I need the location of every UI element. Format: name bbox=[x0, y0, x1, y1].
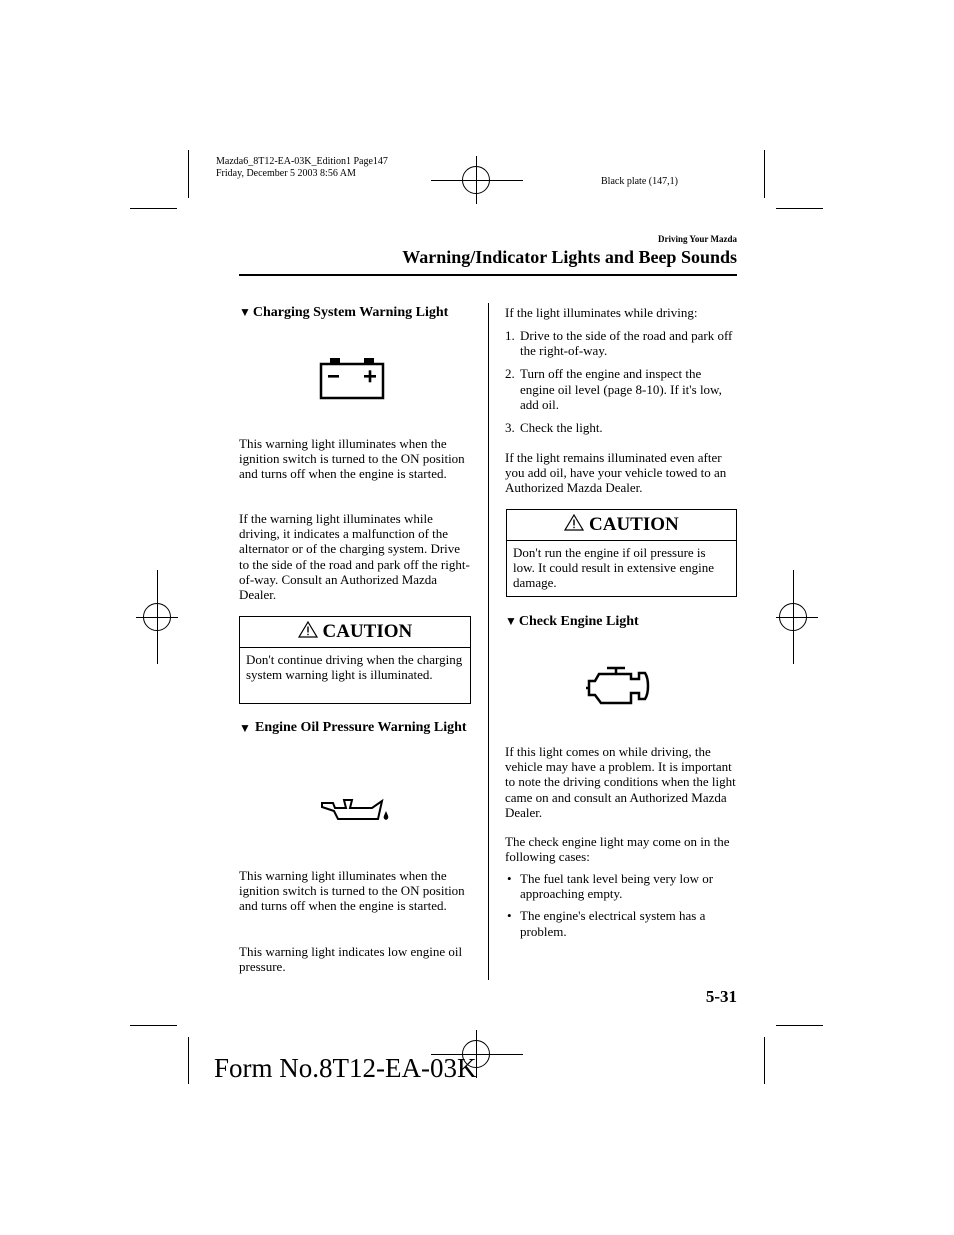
battery-icon bbox=[318, 356, 386, 402]
section-label: Driving Your Mazda bbox=[657, 234, 737, 244]
charging-paragraph-2: If the warning light illuminates while driving, it indicates a malfunction of the alternator or of the charging system. Drive to the side of the road and park off the right-of-way. Consult an Authorized Mazda Dealer. bbox=[239, 511, 470, 603]
header-rule bbox=[239, 274, 737, 276]
crop-mark bbox=[776, 208, 823, 209]
oil-heading bbox=[239, 720, 479, 736]
page-title: Warning/Indicator Lights and Beep Sounds bbox=[402, 247, 737, 267]
caution-title: CAUTION bbox=[322, 621, 413, 642]
crop-mark bbox=[130, 208, 177, 209]
check-engine-heading-text: Check Engine Light bbox=[518, 614, 639, 629]
warning-triangle-icon bbox=[564, 514, 584, 531]
oil-heading-text: Engine Oil Pressure Warning Light bbox=[255, 720, 467, 735]
crop-mark bbox=[188, 1037, 189, 1084]
oil-paragraph-1: This warning light illuminates when the ignition switch is turned to the ON position and turns off when the engine is started. bbox=[239, 868, 465, 914]
oil-intro: If the light illuminates while driving: bbox=[505, 305, 698, 320]
print-meta-line2: Friday, December 5 2003 8:56 AM bbox=[216, 168, 356, 179]
list-item: 1. Drive to the side of the road and park off the right-of-way. bbox=[505, 328, 733, 359]
crop-mark bbox=[188, 150, 189, 198]
triangle-icon: ▼ bbox=[239, 721, 251, 735]
print-meta bbox=[216, 156, 388, 180]
triangle-icon: ▼ bbox=[505, 614, 517, 628]
registration-circle bbox=[462, 166, 490, 194]
oil-steps-list bbox=[505, 328, 737, 435]
warning-triangle-icon bbox=[298, 621, 318, 638]
crop-mark bbox=[764, 1037, 765, 1084]
charging-paragraph-1: This warning light illuminates when the ignition switch is turned to the ON position and turns off when the engine is started. bbox=[239, 436, 465, 482]
bullet-icon: • bbox=[507, 871, 512, 886]
list-item: • The fuel tank level being very low or approaching empty. bbox=[507, 871, 714, 902]
check-engine-paragraph-2: The check engine light may come on in the following cases: bbox=[505, 834, 730, 865]
oil-caution-box bbox=[506, 509, 737, 597]
registration-circle bbox=[779, 603, 807, 631]
check-engine-paragraph-1: If this light comes on while driving, the vehicle may have a problem. It is important to note the driving conditions when the light came on and consult an Authorized Mazda Dealer. bbox=[505, 744, 736, 820]
plate-label: Black plate (147,1) bbox=[601, 176, 678, 187]
list-item: 2. Turn off the engine and inspect the engine oil level (page 8-10). If it's low, add oil. bbox=[505, 366, 722, 412]
page-number: 5-31 bbox=[705, 987, 737, 1006]
charging-heading-text: Charging System Warning Light bbox=[252, 305, 449, 320]
check-engine-heading bbox=[505, 613, 737, 630]
crop-mark bbox=[776, 1025, 823, 1026]
caution-text: Don't continue driving when the charging system warning light is illuminated. bbox=[246, 652, 463, 683]
caution-header bbox=[507, 510, 736, 541]
check-engine-cases-list bbox=[505, 871, 737, 939]
charging-heading bbox=[239, 304, 479, 321]
form-number: Form No.8T12-EA-03K bbox=[214, 1053, 477, 1083]
caution-text: Don't run the engine if oil pressure is low. It could result in extensive engine damage. bbox=[513, 545, 714, 591]
print-meta-line1: Mazda6_8T12-EA-03K_Edition1 Page147 bbox=[216, 156, 388, 167]
charging-caution-box bbox=[239, 616, 471, 704]
caution-header bbox=[240, 617, 470, 648]
list-item: • The engine's electrical system has a problem. bbox=[507, 908, 706, 939]
column-divider bbox=[488, 303, 489, 980]
bullet-icon: • bbox=[507, 908, 512, 924]
oil-paragraph-after: If the light remains illuminated even after you add oil, have your vehicle towed to an Authorized Mazda Dealer. bbox=[505, 450, 727, 496]
oil-paragraph-2: This warning light indicates low engine oil pressure. bbox=[239, 944, 463, 975]
crop-mark bbox=[130, 1025, 177, 1026]
list-item: 3. Check the light. bbox=[505, 420, 603, 436]
caution-title: CAUTION bbox=[589, 514, 679, 535]
check-engine-icon bbox=[585, 665, 651, 707]
triangle-icon: ▼ bbox=[239, 305, 251, 319]
registration-circle bbox=[143, 603, 171, 631]
crop-mark bbox=[764, 150, 765, 198]
oil-can-icon bbox=[320, 795, 392, 823]
